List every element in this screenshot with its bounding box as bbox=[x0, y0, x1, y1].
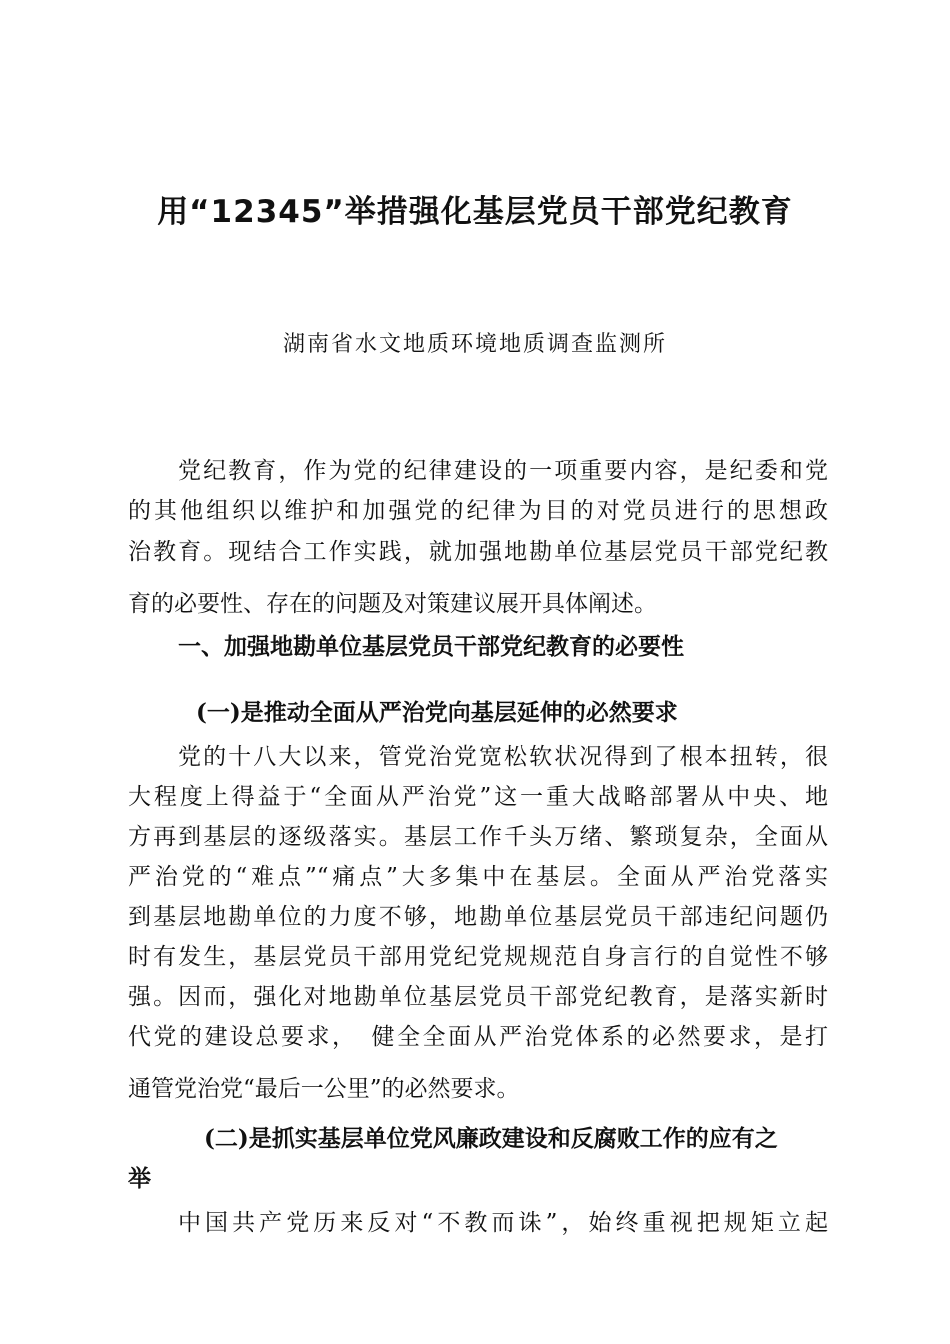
intro-line: 的其他组织以维护和加强党的纪律为目的对党员进行的思想政 bbox=[128, 498, 828, 524]
body-line: 大程度上得益于“全面从严治党”这一重大战略部署从中央、地 bbox=[128, 784, 828, 810]
subsection-heading: (一)是推动全面从严治党向基层延伸的必然要求 bbox=[196, 699, 678, 726]
body-line: 强。因而，强化对地勘单位基层党员干部党纪教育，是落实新时 bbox=[128, 984, 828, 1010]
body-line: 通管党治党“最后一公里”的必然要求。 bbox=[128, 1076, 520, 1102]
intro-line: 育的必要性、存在的问题及对策建议展开具体阐述。 bbox=[128, 591, 657, 617]
body-line: 代党的建设总要求， 健全全面从严治党体系的必然要求，是打 bbox=[128, 1024, 828, 1050]
document-author: 湖南省水文地质环境地质调查监测所 bbox=[282, 332, 667, 357]
subsection-heading: (二)是抓实基层单位党风廉政建设和反腐败工作的应有之 bbox=[204, 1125, 778, 1152]
body-line: 严治党的“难点”“痛点”大多集中在基层。全面从严治党落实 bbox=[128, 864, 828, 890]
subsection-heading-continued: 举 bbox=[128, 1165, 151, 1192]
body-line: 时有发生，基层党员干部用党纪党规规范自身言行的自觉性不够 bbox=[128, 944, 828, 970]
body-line: 中国共产党历来反对“不教而诛”，始终重视把规矩立起 bbox=[178, 1210, 828, 1236]
section-heading: 一、加强地勘单位基层党员干部党纪教育的必要性 bbox=[178, 634, 684, 660]
document-title: 用“12345”举措强化基层党员干部党纪教育 bbox=[157, 194, 793, 230]
intro-line: 党纪教育，作为党的纪律建设的一项重要内容，是纪委和党 bbox=[178, 458, 828, 484]
body-line: 党的十八大以来，管党治党宽松软状况得到了根本扭转，很 bbox=[178, 744, 828, 770]
body-line: 方再到基层的逐级落实。基层工作千头万绪、繁琐复杂，全面从 bbox=[128, 824, 828, 850]
body-line: 到基层地勘单位的力度不够，地勘单位基层党员干部违纪问题仍 bbox=[128, 904, 828, 930]
intro-line: 治教育。现结合工作实践，就加强地勘单位基层党员干部党纪教 bbox=[128, 539, 828, 565]
